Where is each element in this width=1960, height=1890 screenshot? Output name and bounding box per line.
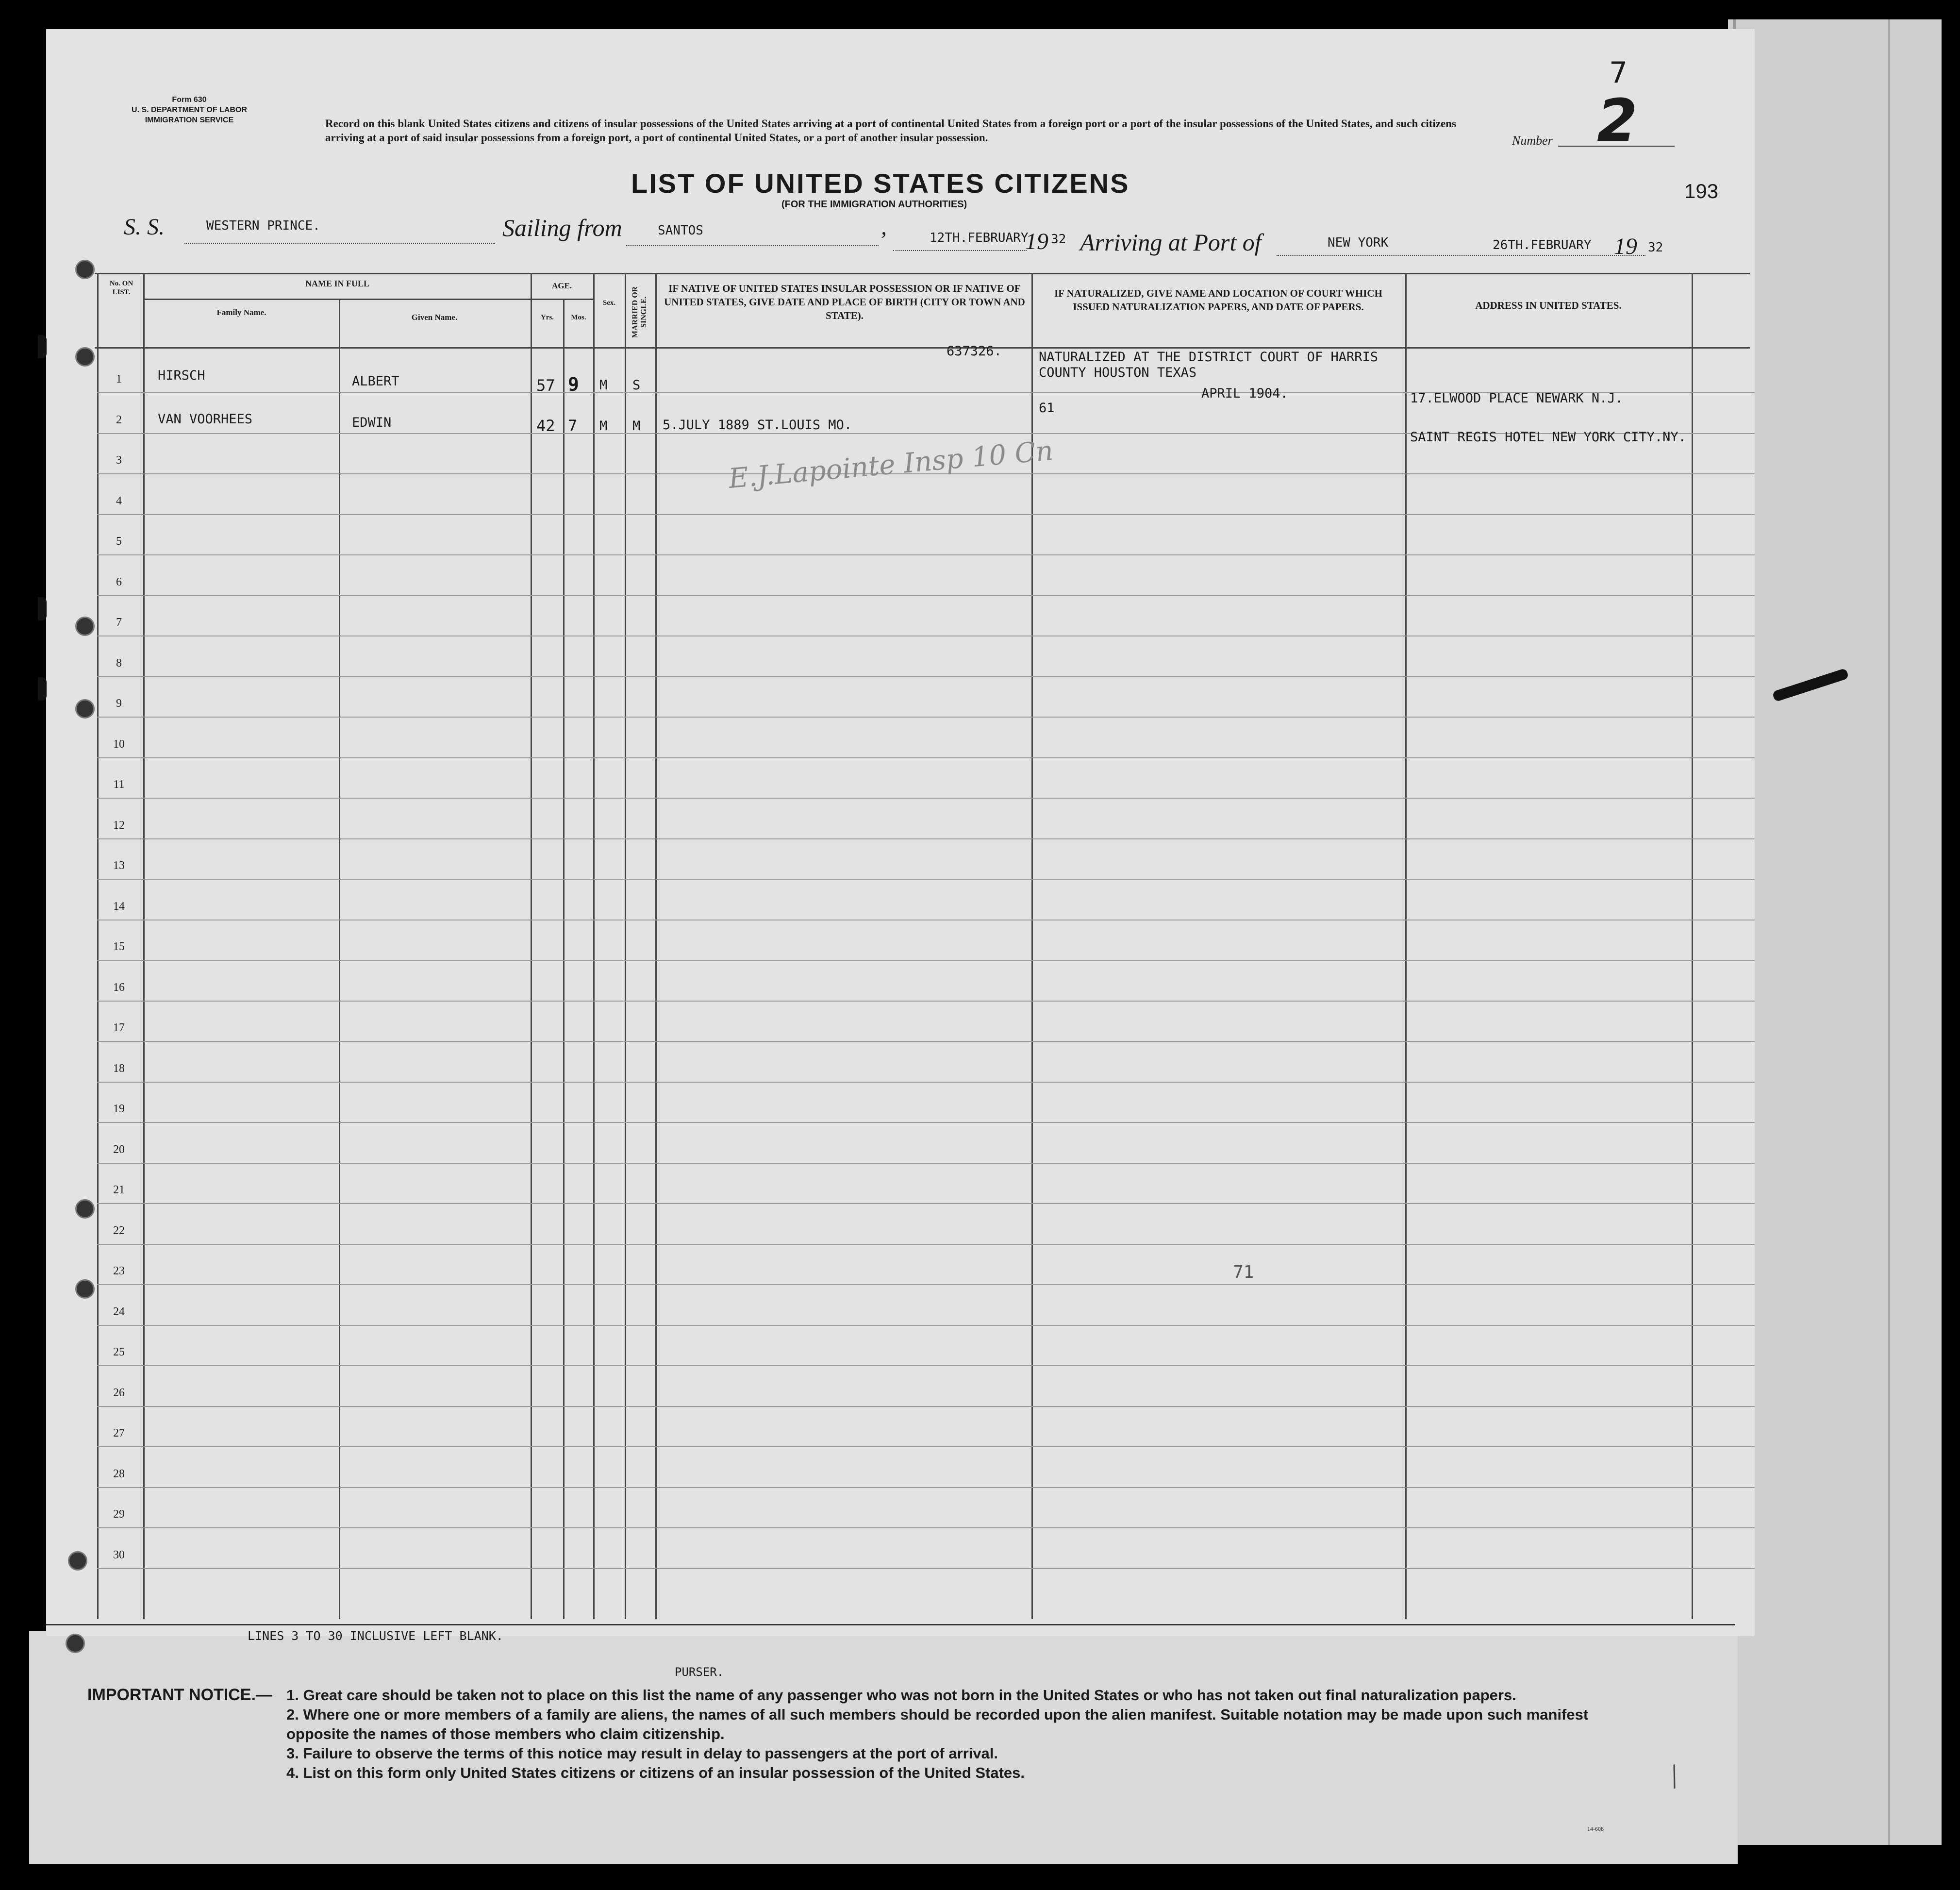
row-number: 22 [113,1224,125,1237]
col-header-yrs: Yrs. [540,314,554,321]
notice-title: IMPORTANT NOTICE.— [87,1686,272,1704]
col-header-naturalization: IF NATURALIZED, GIVE NAME AND LOCATION OF COURT WHICH ISSUED NATURALIZATION PAPERS, AND DATE OF PAPERS. [1054,287,1382,313]
arrival-year-prefix: 19 [1614,234,1637,259]
row-number: 12 [113,819,125,832]
age-years: 57 [536,376,555,395]
row-number: 9 [116,697,122,710]
age-months: 7 [568,417,578,435]
table-bottom-rule [46,1624,1735,1625]
birth-date-place: 5.JULY 1889 ST.LOUIS MO. [663,418,852,433]
row-rule [97,757,1755,758]
binder-hole [66,1634,85,1653]
col-header-mos: Mos. [571,314,586,321]
row-rule [97,960,1755,961]
sailing-underline [626,245,879,246]
ship-underline [184,243,495,244]
row-rule [97,1527,1755,1528]
row-rule [97,717,1755,718]
col-header-given: Given Name. [411,313,458,322]
sailing-label: Sailing from [502,214,622,241]
page-subtitle: (FOR THE IMMIGRATION AUTHORITIES) [781,199,967,210]
column-divider [563,299,565,1619]
blank-lines-note: LINES 3 TO 30 INCLUSIVE LEFT BLANK. [248,1629,503,1643]
service-name: IMMIGRATION SERVICE [145,116,234,124]
binder-tab [38,677,47,701]
inspector-signature: E.J.Lapointe Insp 10 Cn [727,435,1055,495]
row-rule [97,1001,1755,1002]
family-name: HIRSCH [158,368,205,383]
row-rule [97,1487,1755,1488]
naturalization-court: NATURALIZED AT THE DISTRICT COURT OF HARRIS [1039,350,1378,365]
naturalization-date: APRIL 1904. [1201,386,1288,401]
ss-label: S. S. [124,214,165,240]
column-divider [339,299,340,1619]
row-number: 23 [113,1265,125,1277]
row-number: 30 [113,1548,125,1561]
manifest-sheet [46,29,1755,1636]
notice-item: 4. List on this form only United States citizens or citizens of an insular possession of the United States. [286,1764,1025,1781]
row-rule [97,879,1755,880]
row-rule [97,554,1755,555]
row-number: 11 [113,778,125,791]
arrival-year: 32 [1648,240,1663,255]
naturalization-court-location: COUNTY HOUSTON TEXAS [1039,365,1197,380]
row-rule [97,1203,1755,1204]
arriving-label: Arriving at Port of [1080,229,1262,256]
row-number: 20 [113,1143,125,1156]
ship-name: WESTERN PRINCE. [206,218,320,233]
row-number: 29 [113,1508,125,1521]
purser-label: PURSER. [675,1665,724,1679]
record-instructions: Record on this blank United States citizens and citizens of insular possessions of the United States arriving at a port of continental United States from a foreign port or a port of the insular possessions of the United States, and such citizens arriving at a port of said insular possessions from a foreign port, a port of continental United States, or a port of another insular possession. [325,117,1456,144]
age-years: 42 [536,417,555,435]
given-name: ALBERT [352,374,399,389]
row-number: 3 [116,454,122,467]
row-number: 24 [113,1305,125,1318]
column-divider [531,274,532,1619]
address: 17.ELWOOD PLACE NEWARK N.J. [1410,391,1623,406]
row-number: 21 [113,1184,125,1196]
row-number: 10 [113,737,125,751]
marital-status: S [632,378,641,393]
row-rule [97,1082,1755,1083]
corner-mark: 7 [1609,56,1628,90]
given-name: EDWIN [352,415,392,430]
binder-tab [38,597,47,620]
age-header-rule [531,299,594,300]
arrival-date: 26TH.FEBRUARY [1493,238,1592,252]
row-rule [97,1446,1755,1447]
row-number: 6 [116,575,122,588]
row-rule [97,1244,1755,1245]
list-number: 2 [1597,87,1638,155]
row-number: 4 [116,494,122,507]
sailing-date: 12TH.FEBRUARY [930,231,1029,245]
row-rule [97,1163,1755,1164]
naturalization-note: 61 [1039,401,1055,416]
row-number: 27 [113,1427,125,1439]
marital-status: M [632,418,641,434]
notice-item: 1. Great care should be taken not to place on this list the name of any passenger who was not born in the United States or who has not taken out final naturalization papers. [286,1687,1516,1704]
sailing-year-prefix: 19 [1025,229,1048,254]
sex: M [599,378,608,393]
sailing-port: SANTOS [658,223,703,238]
row-rule [97,1041,1755,1042]
col-header-family: Family Name. [216,308,266,317]
naturalization-number: 637326. [947,344,1002,359]
row-rule [97,798,1755,799]
binder-hole [75,699,95,719]
binder-hole [75,1279,95,1299]
background-page [1728,19,1942,1845]
binder-hole [75,1199,95,1219]
row-number: 5 [116,535,122,548]
form-number: Form 630 [172,96,207,104]
number-label: Number [1512,134,1553,148]
column-divider [97,274,99,1619]
row-number: 1 [116,373,122,385]
row-number: 19 [113,1103,125,1115]
sex: M [599,418,608,434]
col-header-address: ADDRESS IN UNITED STATES. [1475,300,1622,311]
row-rule [97,1325,1755,1326]
row-number: 26 [113,1386,125,1399]
row-rule [97,1406,1755,1407]
column-divider [1692,274,1693,1619]
column-divider [1405,274,1407,1619]
sailing-year: 32 [1051,232,1066,247]
row-number: 7 [116,616,122,629]
notice-item: 2. Where one or more members of a family are aliens, the names of all such members should be recorded upon the alien manifest. Suitable notation may be made upon such manifest opposite the names of those members who claim citizenship. [286,1706,1589,1742]
col-header-age: AGE. [551,281,572,290]
row-number: 13 [113,859,125,872]
col-header-sex: Sex. [602,299,616,307]
col-header-name: NAME IN FULL [305,279,369,288]
arrival-port: NEW YORK [1328,235,1389,250]
family-name: VAN VOORHEES [158,412,253,427]
col-header-marital: MARRIED OR SINGLE. [631,286,648,338]
row-rule [97,1284,1755,1285]
row-number: 2 [116,413,122,426]
row-number: 16 [113,981,125,994]
binder-hole [68,1551,87,1571]
row-number: 25 [113,1346,125,1358]
check-mark: / [1663,1757,1685,1796]
arrival-underline [1277,255,1645,256]
row-rule [97,1122,1755,1123]
column-divider [593,274,595,1619]
row-number: 18 [113,1062,125,1075]
column-divider [655,274,657,1619]
column-divider [1031,274,1033,1619]
table-header-rule [95,347,1750,349]
row-rule [97,1568,1755,1569]
row-number: 28 [113,1467,125,1480]
page-title: LIST OF UNITED STATES CITIZENS [631,168,1130,199]
binder-hole [75,260,95,279]
row-rule [97,838,1755,839]
date-underline [893,250,1027,251]
department-name: U. S. DEPARTMENT OF LABOR [132,106,247,114]
notice-item: 3. Failure to observe the terms of this notice may result in delay to passengers at the port of arrival. [286,1745,998,1762]
age-months: 9 [568,374,579,395]
address: SAINT REGIS HOTEL NEW YORK CITY.NY. [1410,430,1686,445]
row-rule [97,1365,1755,1366]
column-divider [625,274,626,1619]
row-number: 8 [116,656,122,669]
col-header-birth: IF NATIVE OF UNITED STATES INSULAR POSSESSION OR IF NATIVE OF UNITED STATES, GIVE DATE AND PLACE OF BIRTH (CITY OR TOWN AND STATE). [664,283,1025,321]
margin-note: 71 [1233,1262,1254,1282]
binder-hole [75,617,95,636]
table-top-rule [95,273,1750,274]
row-number: 14 [113,900,125,913]
page-number: 193 [1684,180,1719,202]
binder-tab [38,335,47,358]
row-rule [97,514,1755,515]
row-number: 15 [113,940,125,953]
row-rule [97,676,1755,677]
row-number: 17 [113,1021,125,1034]
form-code: 14-608 [1587,1825,1604,1832]
comma: , [881,214,887,240]
binder-hole [75,347,95,367]
form-id-block [97,95,282,125]
col-header-no: No. ON LIST. [109,280,133,296]
row-rule [97,595,1755,596]
column-divider [143,274,145,1619]
